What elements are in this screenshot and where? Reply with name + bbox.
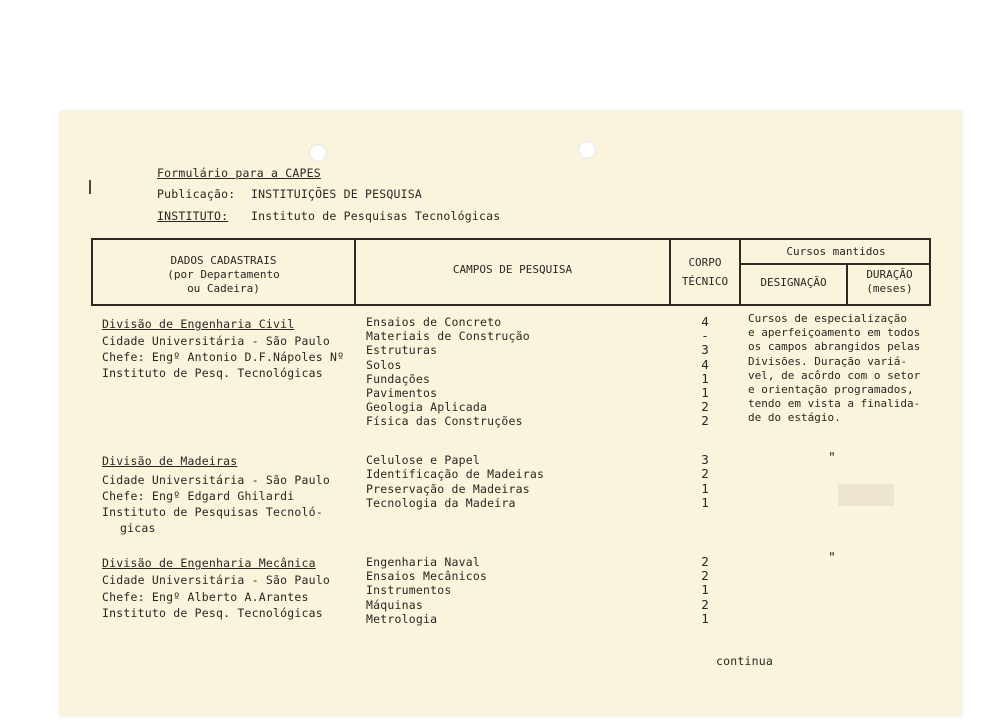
division-name: Divisão de Engenharia Mecânica [102, 556, 316, 570]
institute-label: INSTITUTO: [157, 209, 229, 223]
research-field: Ensaios Mecânicos [366, 569, 488, 583]
division-detail: Chefe: Engº Edgard Ghilardi [102, 489, 295, 503]
header-cursos-mantidos: Cursos mantidos [786, 245, 886, 258]
research-field: Geologia Aplicada [366, 400, 488, 414]
division-detail: Instituto de Pesq. Tecnológicas [102, 366, 323, 380]
staff-count: 4 [701, 314, 709, 329]
courses-note: Cursos de especialização e aperfeiçoamento em todos os campos abrangidos pelas Divisões. Duração variá- vel, de acôrdo com o setor e orientação programados, tendo em vista a finalida- de do estágio. [748, 312, 921, 425]
research-field: Instrumentos [366, 583, 452, 597]
publication-value: INSTITUIÇÕES DE PESQUISA [251, 187, 422, 201]
research-field: Física das Construções [366, 414, 523, 428]
margin-mark [89, 180, 91, 194]
staff-count: 2 [701, 568, 709, 583]
continua-label: continua [716, 654, 773, 668]
research-field: Pavimentos [366, 386, 438, 400]
research-field: Estruturas [366, 343, 438, 357]
staff-count: 2 [701, 466, 709, 481]
header-duracao: DURAÇÃO [866, 268, 913, 281]
header-meses: (meses) [866, 282, 913, 295]
staff-count: 3 [701, 452, 709, 467]
research-field: Tecnologia da Madeira [366, 496, 516, 510]
research-field: Solos [366, 358, 402, 372]
header-designacao: DESIGNAÇÃO [760, 276, 827, 289]
ditto-mark: " [828, 451, 837, 466]
staff-count: 1 [701, 371, 709, 386]
institute-value: Instituto de Pesquisas Tecnológicas [251, 209, 501, 223]
header-tecnico: TÉCNICO [681, 275, 729, 288]
research-field: Engenharia Naval [366, 555, 480, 569]
research-field: Celulose e Papel [366, 453, 480, 467]
research-field: Ensaios de Concreto [366, 315, 502, 329]
punch-hole [309, 144, 327, 162]
header-dados-cadastrais: DADOS CADASTRAIS [170, 254, 277, 267]
punch-hole [578, 141, 596, 159]
staff-count: 2 [701, 554, 709, 569]
header-divider [669, 238, 671, 306]
publication-label: Publicação: [157, 187, 236, 201]
header-campos-pesquisa: CAMPOS DE PESQUISA [452, 263, 573, 276]
research-field: Fundações [366, 372, 431, 386]
research-field: Metrologia [366, 612, 438, 626]
division-detail: Instituto de Pesquisas Tecnoló- [102, 505, 323, 519]
ditto-mark: " [828, 551, 837, 566]
smudge [838, 484, 894, 506]
staff-count: 2 [701, 399, 709, 414]
division-detail: Cidade Universitária - São Paulo [102, 473, 330, 487]
header-corpo: CORPO [688, 256, 722, 269]
header-dados-sub1: (por Departamento [167, 268, 280, 281]
staff-count: 4 [701, 357, 709, 372]
staff-count: 2 [701, 597, 709, 612]
division-detail: gicas [120, 521, 156, 535]
staff-count: 1 [701, 611, 709, 626]
division-detail: Instituto de Pesq. Tecnológicas [102, 606, 323, 620]
division-detail: Chefe: Engº Alberto A.Arantes [102, 590, 309, 604]
research-field: Preservação de Madeiras [366, 482, 530, 496]
division-name: Divisão de Madeiras [102, 454, 238, 468]
staff-count: 3 [701, 342, 709, 357]
header-divider [739, 263, 931, 265]
division-detail: Chefe: Engº Antonio D.F.Nápoles Nº [102, 350, 345, 364]
research-field: Máquinas [366, 598, 423, 612]
research-field: Identificação de Madeiras [366, 467, 545, 481]
staff-count: 1 [701, 385, 709, 400]
research-field: Materiais de Construção [366, 329, 530, 343]
header-dados-sub2: ou Cadeira) [187, 282, 260, 295]
staff-count: 1 [701, 582, 709, 597]
division-name: Divisão de Engenharia Civil [102, 317, 295, 331]
staff-count: 1 [701, 481, 709, 496]
staff-count: - [701, 328, 709, 343]
division-detail: Cidade Universitária - São Paulo [102, 573, 330, 587]
staff-count: 1 [701, 495, 709, 510]
form-title: Formulário para a CAPES [157, 166, 321, 180]
division-detail: Cidade Universitária - São Paulo [102, 334, 330, 348]
staff-count: 2 [701, 413, 709, 428]
